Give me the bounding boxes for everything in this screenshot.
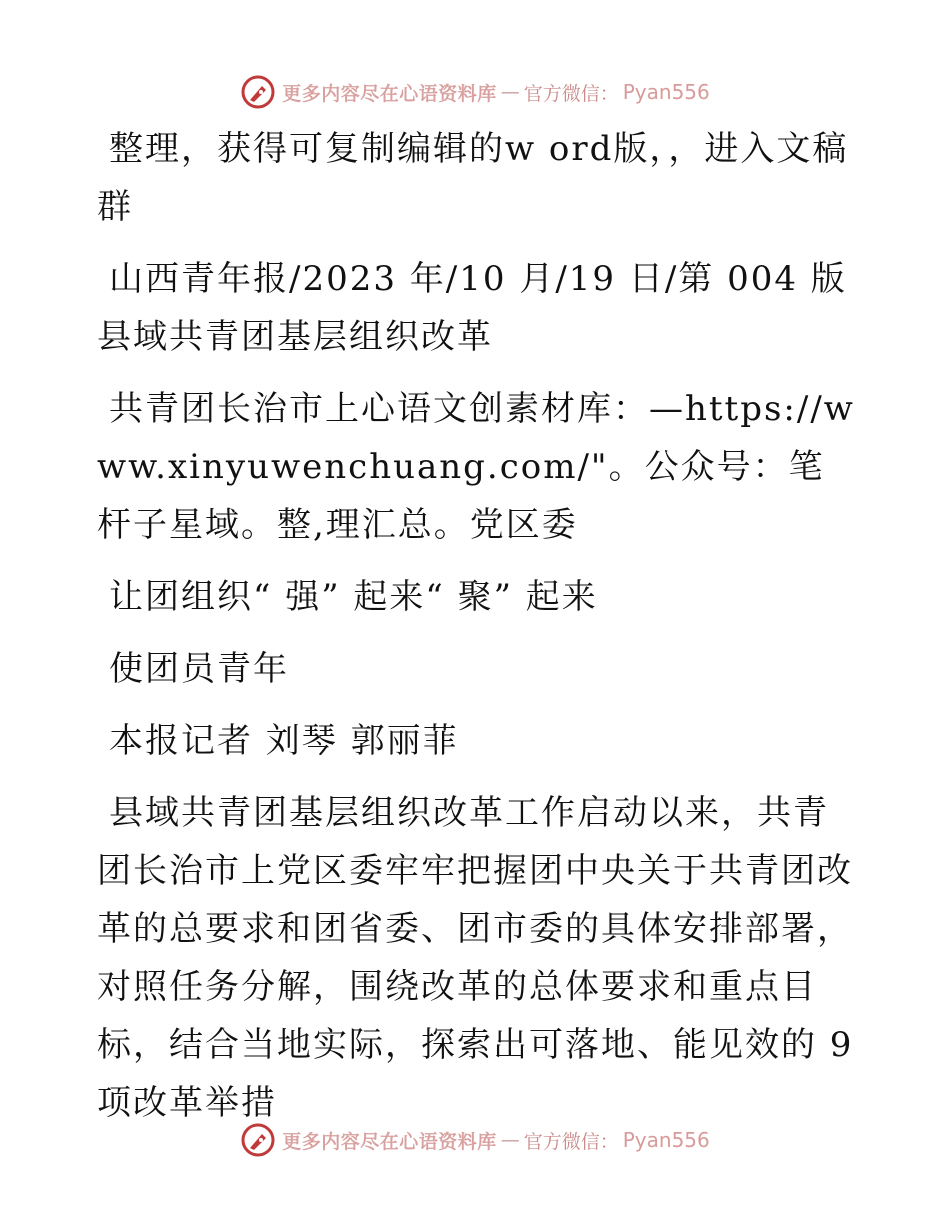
banner-wechat-id: Pyan556 [622,80,710,104]
paragraph-body: 县域共青团基层组织改革工作启动以来，共青团长治市上党区委牢牢把握团中央关于共青团改革的总要求和团省委、团市委的具体安排部署，对照任务分解，围绕改革的总体要求和重点目标，结合当地实际，探索出可落地、能见效的 9 项改革举措 [97,793,854,1123]
footer-banner [0,1118,950,1162]
paragraph-org: 共青团长治市上心语文创素材库：—https://www.xinyuwenchuang.com/"。公众号：笔杆子星域。整,理汇总。党区委 [97,389,855,545]
document-body [97,120,857,1146]
paragraph-intro: 整理，获得可复制编辑的w ord版，，进入文稿群 [97,129,849,227]
banner-separator: — [500,81,520,103]
banner-main-text: 更多内容尽在心语资料库 [282,1130,497,1153]
pen-nib-logo-icon [240,74,276,110]
subheadline: 使团员青年 [109,649,289,689]
banner-official-label: 官方微信： [523,82,619,105]
banner-wechat-id: Pyan556 [622,1128,710,1152]
paragraph-source: 山西青年报/2023 年/10 月/19 日/第 004 版县域共青团基层组织改革 [97,259,847,357]
banner-separator: — [500,1129,520,1151]
header-banner [0,70,950,114]
headline: 让团组织“ 强” 起来“ 聚” 起来 [109,577,598,617]
byline: 本报记者 刘琴 郭丽菲 [109,721,459,761]
pen-nib-logo-icon [240,1122,276,1158]
banner-official-label: 官方微信： [523,1130,619,1153]
banner-main-text: 更多内容尽在心语资料库 [282,82,497,105]
